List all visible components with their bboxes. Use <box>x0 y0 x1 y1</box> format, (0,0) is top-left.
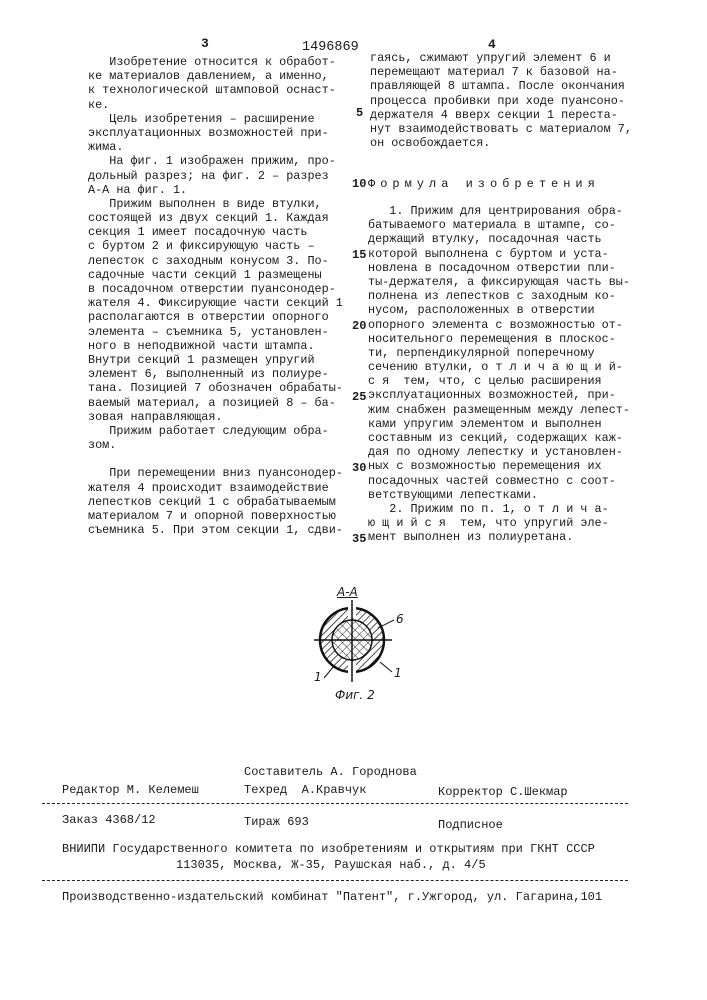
text-line: посадочных частей совместно с соот- <box>368 474 630 488</box>
text-line: перемещают материал 7 к базовой на- <box>370 65 632 79</box>
figure-caption: Фиг. 2 <box>335 688 375 702</box>
text-line: зом. <box>88 438 343 452</box>
line-number: 25 <box>352 390 366 404</box>
section-label: А-А <box>337 585 358 599</box>
text-line: ваемый материал, а позицией 8 – ба- <box>88 396 343 410</box>
text-line: он освобождается. <box>370 136 632 150</box>
text-line: зовая направляющая. <box>88 410 343 424</box>
text-line: Цель изобретения – расширение <box>88 112 343 126</box>
text-line: ных с возможностью перемещения их <box>368 459 630 473</box>
publisher: Производственно-издательский комбинат "Патент", г.Ужгород, ул. Гагарина,101 <box>62 890 602 904</box>
text-line: 1. Прижим для центрирования обра- <box>368 204 630 218</box>
text-line: в посадочном отверстии пуансонодер- <box>88 282 343 296</box>
corrector: Корректор С.Шекмар <box>438 785 568 799</box>
text-line: съемника 5. При этом секции 1, сдви- <box>88 523 343 537</box>
line-number: 20 <box>352 319 366 333</box>
line-number: 15 <box>352 248 366 262</box>
text-line: мент выполнен из полиуретана. <box>368 530 630 544</box>
callout-6: 6 <box>396 612 404 626</box>
divider <box>42 880 628 881</box>
text-line: процесса пробивки при ходе пуансоно- <box>370 94 632 108</box>
text-line: жателя 4 происходит взаимодействие <box>88 481 343 495</box>
claims-text <box>368 204 630 545</box>
text-line: элемент 6, выполненный из полиуре- <box>88 367 343 381</box>
claims-heading: Формула изобретения <box>368 177 600 191</box>
text-line: Внутри секций 1 размещен упругий <box>88 353 343 367</box>
text-line: дольный разрез; на фиг. 2 – разрез <box>88 169 343 183</box>
text-line: элемента – съемника 5, установлен- <box>88 325 343 339</box>
patent-number: 1496869 <box>302 40 359 55</box>
text-line: 2. Прижим по п. 1, о т л и ч а- <box>368 502 630 516</box>
text-line: с я тем, что, с целью расширения <box>368 374 630 388</box>
text-line <box>88 452 343 466</box>
right-column-text <box>370 51 632 150</box>
text-line: материалом 7 и опорной поверхностью <box>88 509 343 523</box>
callout-1-left: 1 <box>314 670 322 684</box>
subscription: Подписное <box>438 818 503 832</box>
text-line: ке. <box>88 98 343 112</box>
editor: Редактор М. Келемеш <box>62 783 199 797</box>
text-line: ного в неподвижной части штампа. <box>88 339 343 353</box>
text-line: тана. Позицией 7 обозначен обрабаты- <box>88 381 343 395</box>
text-line: батываемого материала в штампе, со- <box>368 218 630 232</box>
circulation: Тираж 693 <box>244 815 309 829</box>
text-line: Изобретение относится к обработ- <box>88 55 343 69</box>
page-number-left: 3 <box>201 36 209 51</box>
text-line: эксплуатационных возможностей при- <box>88 126 343 140</box>
text-line: жима. <box>88 140 343 154</box>
text-line: опорного элемента с возможностью от- <box>368 318 630 332</box>
text-line: жателя 4. Фиксирующие части секций 1 <box>88 296 343 310</box>
text-line: Прижим выполнен в виде втулки, <box>88 197 343 211</box>
text-line: располагаются в отверстии опорного <box>88 310 343 324</box>
text-line: с буртом 2 и фиксирующую часть – <box>88 239 343 253</box>
line-number: 35 <box>352 532 366 546</box>
compiler: Составитель А. Городнова <box>244 765 417 779</box>
text-line: полнена из лепестков с заходным ко- <box>368 289 630 303</box>
text-line: дая по одному лепестку и установлен- <box>368 445 630 459</box>
line-number: 5 <box>356 106 363 120</box>
callout-1-right: 1 <box>394 666 402 680</box>
text-line: секция 1 имеет посадочную часть <box>88 225 343 239</box>
text-line: садочные части секций 1 размещены <box>88 268 343 282</box>
text-line: жим снабжен размещенным между лепест- <box>368 403 630 417</box>
techred: Техред А.Кравчук <box>244 783 366 797</box>
text-line: сечению втулки, о т л и ч а ю щ и й- <box>368 360 630 374</box>
text-line: ветствующими лепестками. <box>368 488 630 502</box>
address: 113035, Москва, Ж-35, Раушская наб., д. 4/5 <box>176 858 486 872</box>
left-column-text <box>88 55 343 537</box>
text-line: новлена в посадочном отверстии пли- <box>368 261 630 275</box>
text-line: нут взаимодействовать с материалом 7, <box>370 122 632 136</box>
text-line: состоящей из двух секций 1. Каждая <box>88 211 343 225</box>
text-line: На фиг. 1 изображен прижим, про- <box>88 154 343 168</box>
text-line: эксплуатационных возможностей, при- <box>368 388 630 402</box>
line-number: 30 <box>352 461 366 475</box>
organization: ВНИИПИ Государственного комитета по изобретениям и открытиям при ГКНТ СССР <box>62 842 595 856</box>
order-number: Заказ 4368/12 <box>62 813 156 827</box>
text-line: к технологической штамповой оснаст- <box>88 83 343 97</box>
text-line: При перемещении вниз пуансонодер- <box>88 466 343 480</box>
page-number-right: 4 <box>488 37 496 52</box>
text-line: держателя 4 вверх секции 1 переста- <box>370 108 632 122</box>
text-line: составным из секций, содержащих каж- <box>368 431 630 445</box>
text-line: ю щ и й с я тем, что упругий эле- <box>368 516 630 530</box>
line-number: 10 <box>352 177 366 191</box>
text-line: А-А на фиг. 1. <box>88 183 343 197</box>
text-line: носительного перемещения в плоскос- <box>368 332 630 346</box>
text-line: ти, перпендикулярной поперечному <box>368 346 630 360</box>
text-line: гаясь, сжимают упругий элемент 6 и <box>370 51 632 65</box>
text-line: ке материалов давлением, а именно, <box>88 69 343 83</box>
text-line: Прижим работает следующим обра- <box>88 424 343 438</box>
text-line: лепестков секций 1 с обрабатываемым <box>88 495 343 509</box>
text-line: лепесток с заходным конусом 3. По- <box>88 254 343 268</box>
text-line: нусом, расположенных в отверстии <box>368 303 630 317</box>
divider <box>42 803 628 804</box>
text-line: ты-держателя, а фиксирующая часть вы- <box>368 275 630 289</box>
text-line: правляющей 8 штампа. После окончания <box>370 79 632 93</box>
text-line: держащий втулку, посадочная часть <box>368 232 630 246</box>
text-line: ками упругим элементом и выполнен <box>368 417 630 431</box>
text-line: которой выполнена с буртом и уста- <box>368 247 630 261</box>
